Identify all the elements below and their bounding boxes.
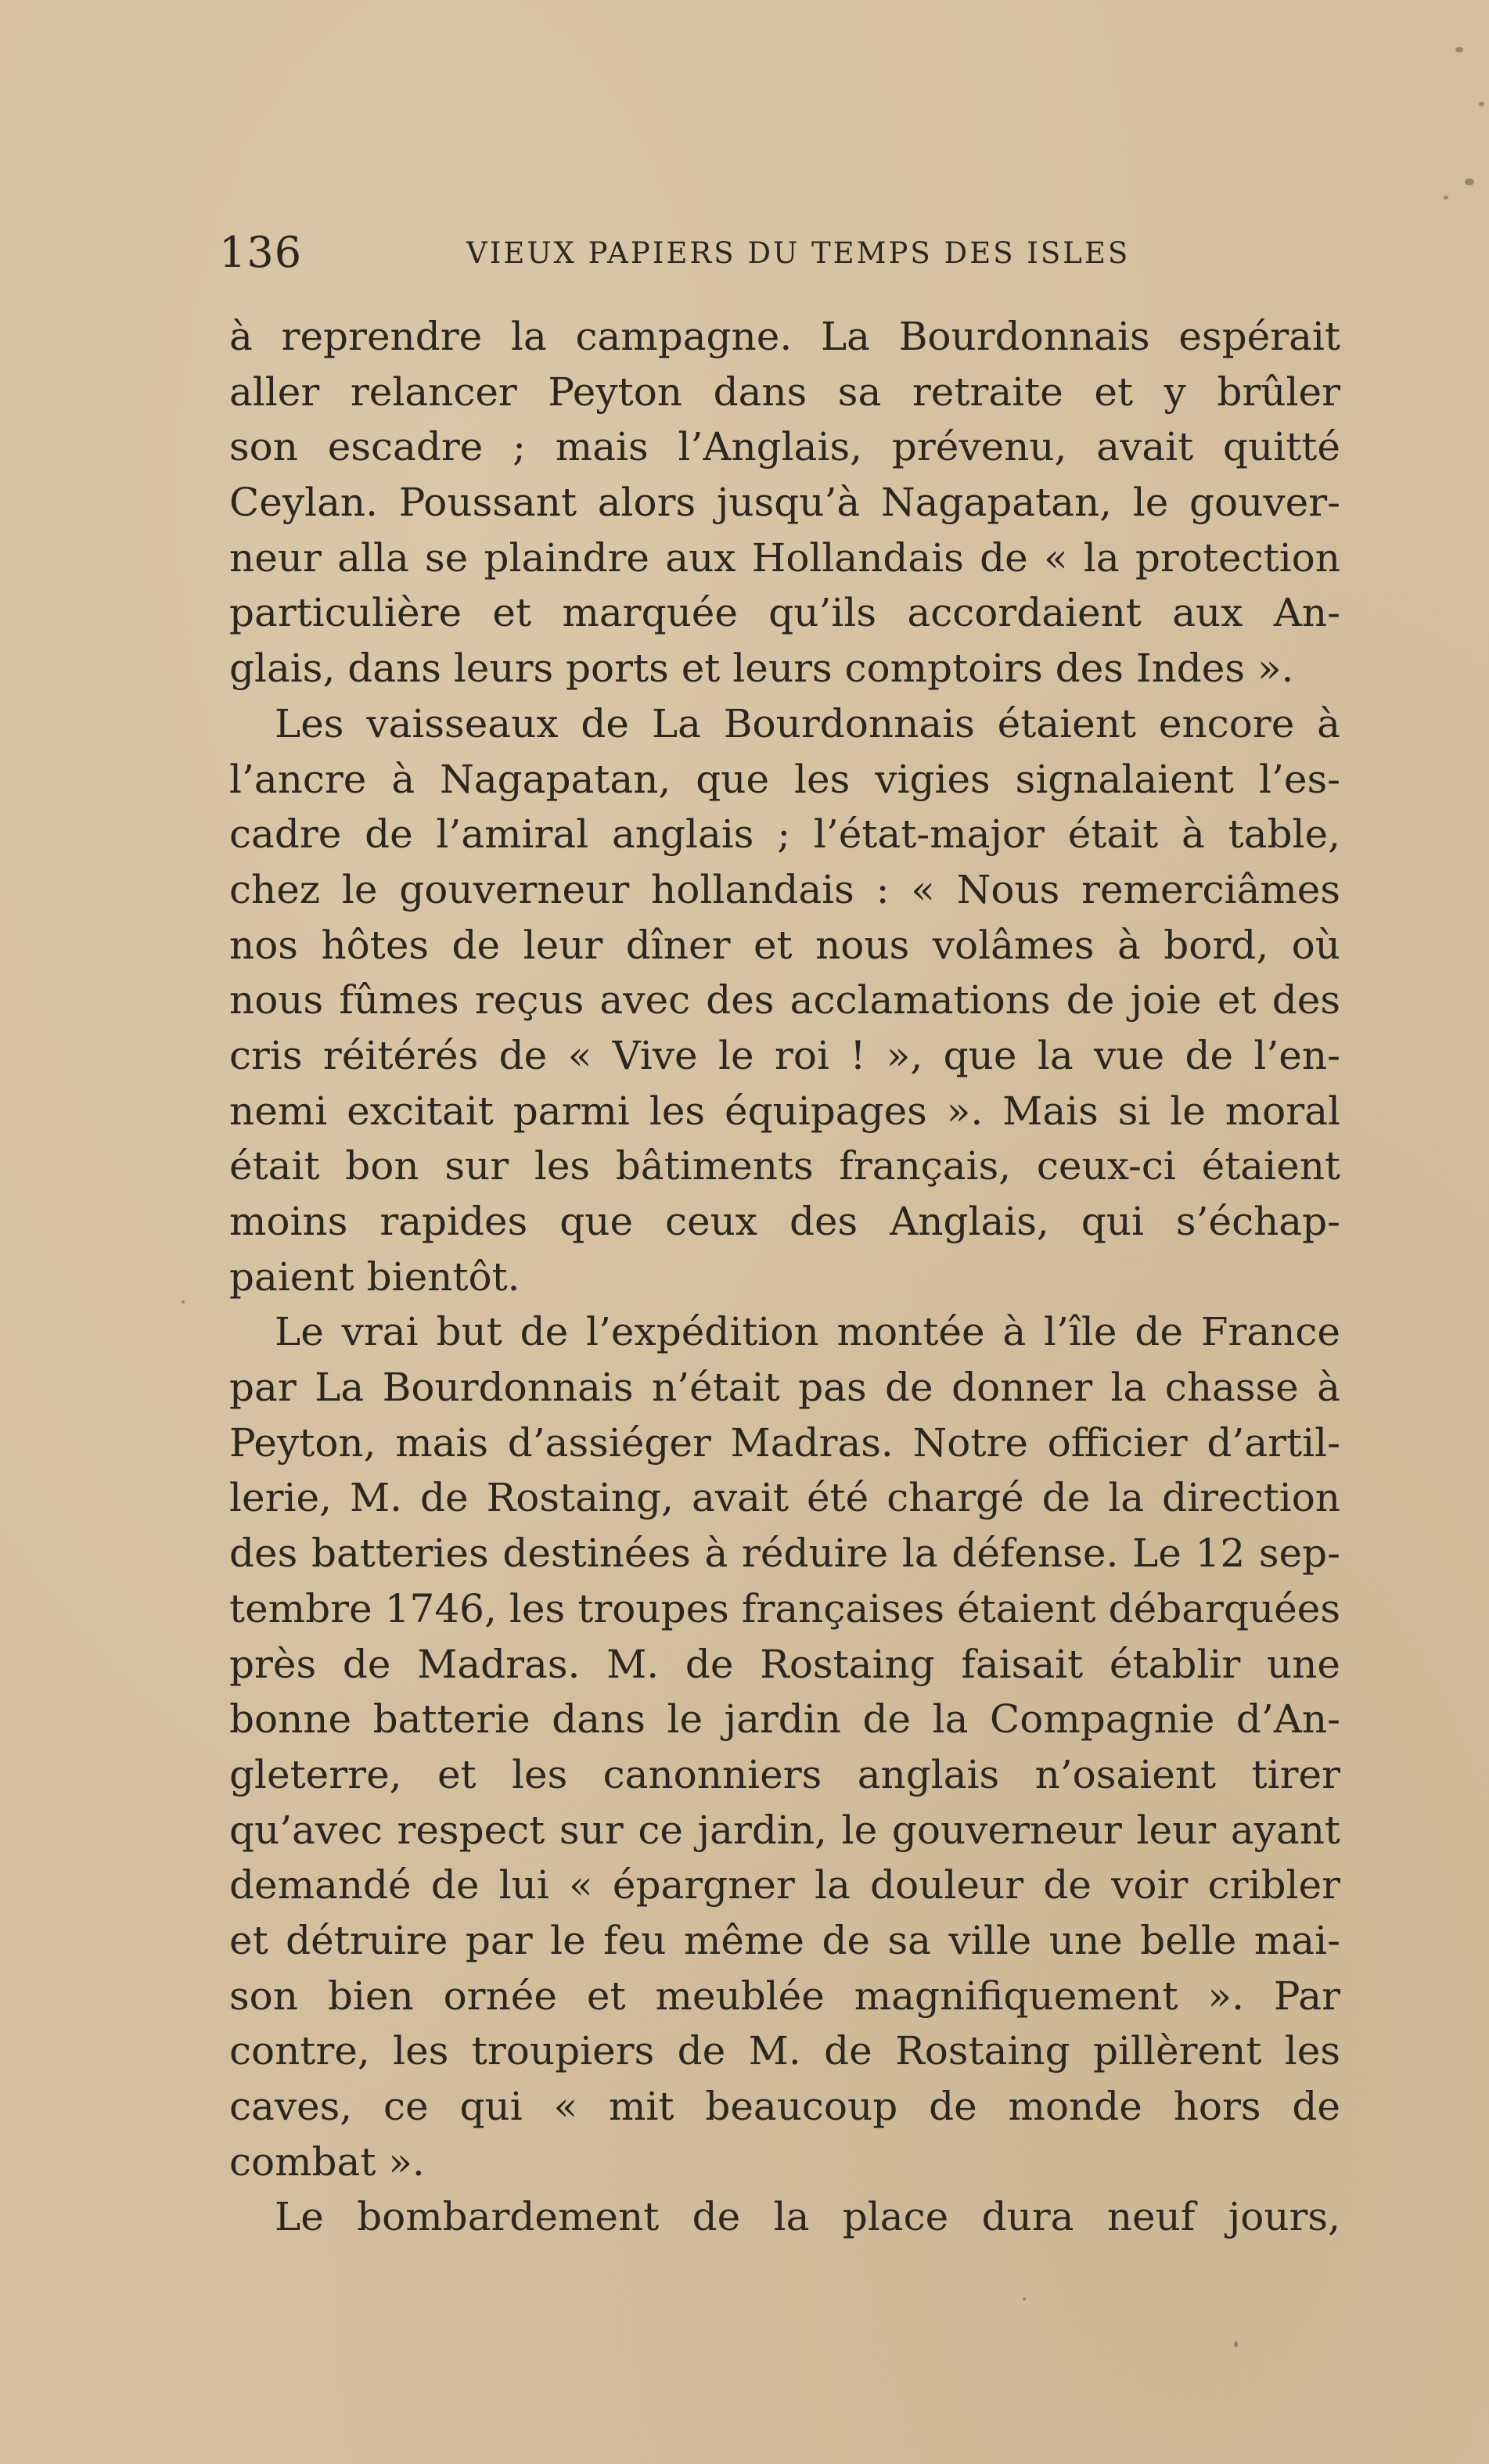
text-line: paient bientôt. — [229, 1254, 520, 1300]
text-line: caves, ce qui « mit beaucoup de monde hors de — [229, 2084, 1340, 2129]
text-line: moins rapides que ceux des Anglais, qui s’échap- — [229, 1199, 1340, 1244]
text-line: gleterre, et les canonniers anglais n’osaient tirer — [229, 1751, 1340, 1797]
text-line: lerie, M. de Rostaing, avait été chargé de la direction — [229, 1475, 1340, 1521]
text-line: Le vrai but de l’expédition montée à l’île de France — [275, 1309, 1340, 1355]
text-line: et détruire par le feu même de sa ville une belle mai- — [229, 1917, 1340, 1963]
paper-speck — [1455, 47, 1463, 52]
text-line: cadre de l’amiral anglais ; l’état-major était à table, — [229, 811, 1340, 858]
text-line: nous fûmes reçus avec des acclamations de joie et des — [229, 977, 1340, 1023]
running-head — [219, 229, 1338, 276]
paper-speck — [1234, 2341, 1238, 2347]
text-line: Peyton, mais d’assiéger Madras. Notre officier d’artil- — [229, 1419, 1340, 1466]
paper-speck — [1023, 2297, 1026, 2300]
text-line: nos hôtes de leur dîner et nous volâmes à bord, où — [229, 922, 1340, 968]
text-line: Ceylan. Poussant alors jusqu’à Nagapatan, le gouver- — [229, 480, 1340, 526]
text-line: particulière et marquée qu’ils accordaient aux An- — [229, 590, 1340, 636]
text-line: demandé de lui « épargner la douleur de voir cribler — [229, 1862, 1340, 1908]
text-line: tembre 1746, les troupes françaises étaient débarquées — [229, 1585, 1340, 1631]
text-line: bonne batterie dans le jardin de la Compagnie d’An- — [229, 1696, 1340, 1743]
page-number: 136 — [219, 228, 303, 277]
paper-speck — [1479, 102, 1484, 106]
text-line: neur alla se plaindre aux Hollandais de « la protection — [229, 534, 1340, 581]
text-line: près de Madras. M. de Rostaing faisait établir une — [229, 1641, 1340, 1687]
text-line: Le bombardement de la place dura neuf jours, — [275, 2194, 1340, 2240]
text-line: aller relancer Peyton dans sa retraite et y brûler — [229, 369, 1340, 415]
text-line: qu’avec respect sur ce jardin, le gouverneur leur ayant — [229, 1807, 1340, 1853]
text-line: son bien ornée et meublée magnifiquement ». Par — [229, 1973, 1340, 2019]
text-line: son escadre ; mais l’Anglais, prévenu, avait quitté — [229, 424, 1340, 470]
text-line: contre, les troupiers de M. de Rostaing pillèrent les — [229, 2028, 1340, 2074]
text-line: était bon sur les bâtiments français, ceux-ci étaient — [229, 1143, 1340, 1189]
text-line: glais, dans leurs ports et leurs comptoirs des Indes ». — [229, 646, 1294, 692]
text-line: l’ancre à Nagapatan, que les vigies signalaient l’es- — [229, 756, 1340, 802]
text-line: des batteries destinées à réduire la défense. Le 12 sep- — [229, 1531, 1340, 1577]
paper-speck — [1444, 196, 1448, 200]
body-text — [229, 309, 1340, 2245]
text-line: chez le gouverneur hollandais : « Nous remerciâmes — [229, 866, 1340, 912]
text-line: nemi excitait parmi les équipages ». Mais si le moral — [229, 1088, 1340, 1134]
running-title: VIEUX PAPIERS DU TEMPS DES ISLES — [466, 236, 1131, 270]
text-line: par La Bourdonnais n’était pas de donner la chasse à — [229, 1365, 1340, 1411]
text-line: Les vaisseaux de La Bourdonnais étaient encore à — [275, 700, 1340, 746]
text-line: à reprendre la campagne. La Bourdonnais espérait — [229, 314, 1340, 359]
text-line: cris réitérés de « Vive le roi ! », que la vue de l’en- — [229, 1032, 1340, 1078]
text-line: combat ». — [229, 2138, 425, 2185]
paper-speck — [1465, 178, 1474, 185]
paper-speck — [182, 1300, 185, 1304]
